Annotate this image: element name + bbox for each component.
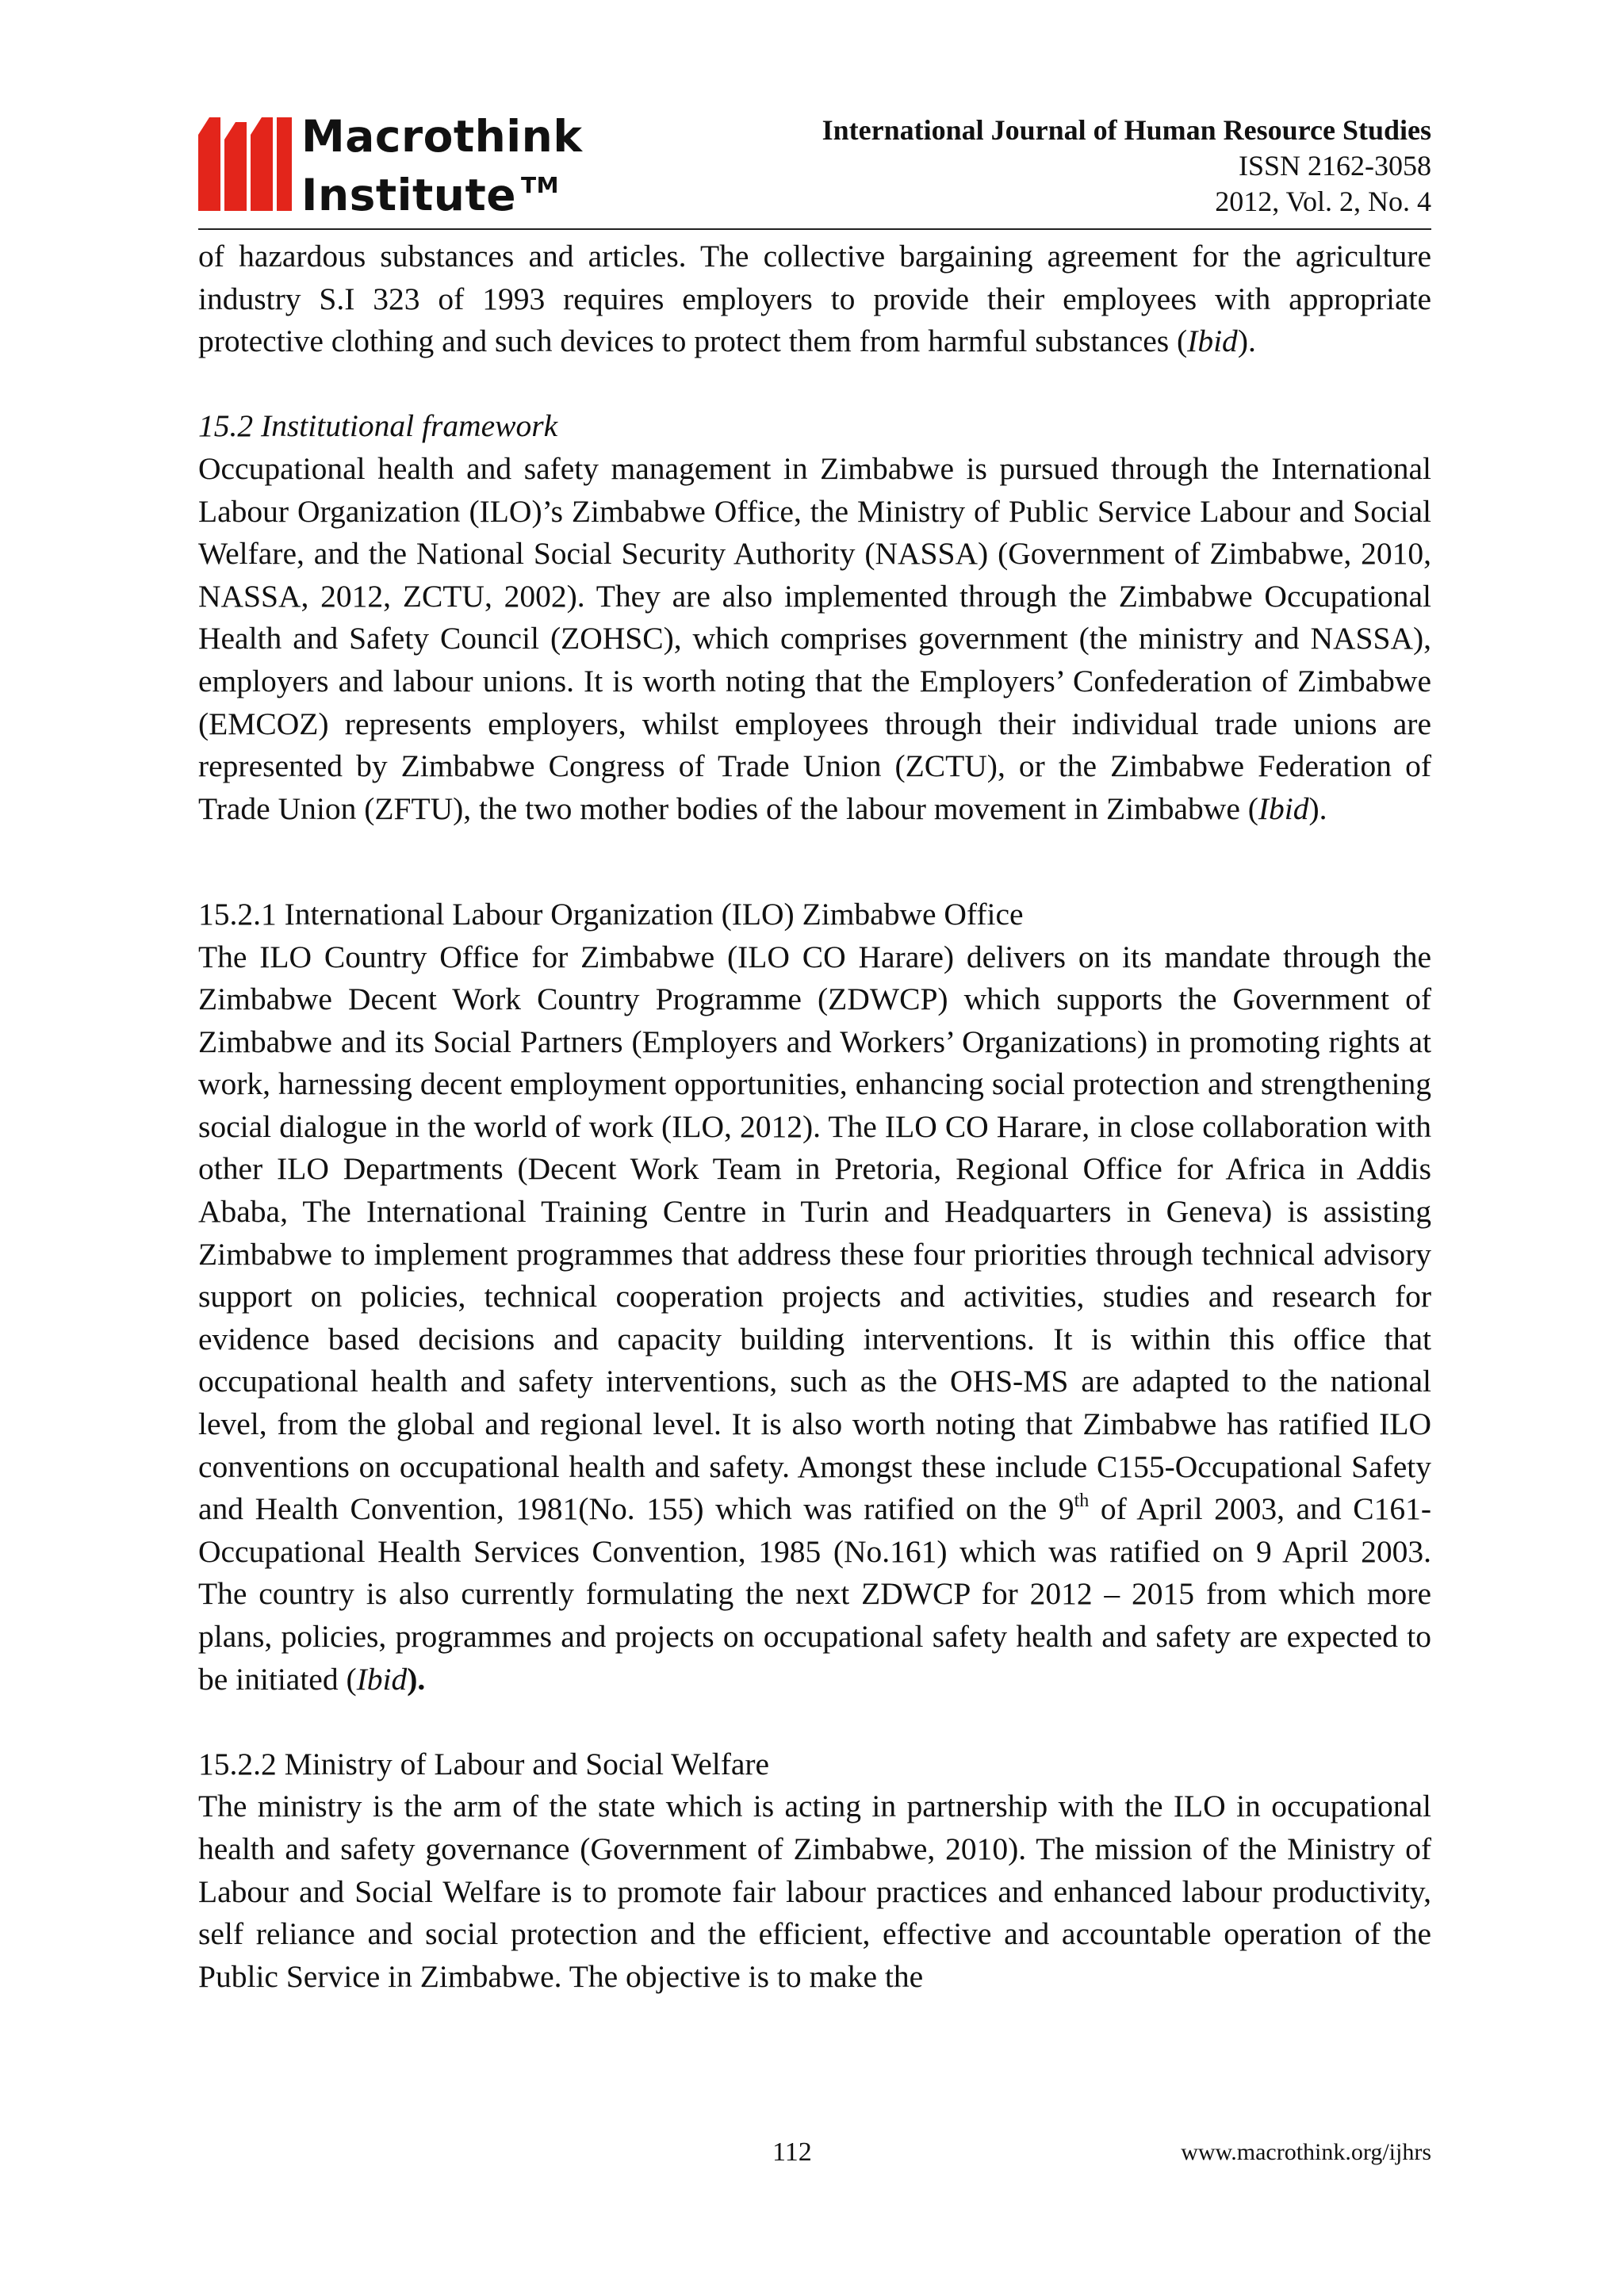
logo-trademark: TM	[521, 172, 560, 198]
paragraph-text: Occupational health and safety management in Zimbabwe is pursued through the International Labour Organization (ILO)’s Zimbabwe Office, the Ministry of Public Service Labour and Social Welfare, and the National Social Security Authority (NASSA) (Government of Zimbabwe, 2010, NASSA, 2012, ZCTU, 2002). They are also implemented through the Zimbabwe Occupational Health and Safety Council (ZOHSC), which comprises government (the ministry and NASSA), employers and labour unions. It is worth noting that the Employers’ Confederation of Zimbabwe (EMCOZ) represents employers, whilst employees through their individual trade unions are represented by Zimbabwe Congress of Trade Union (ZCTU), or the Zimbabwe Federation of Trade Union (ZFTU), the two mother bodies of the labour movement in Zimbabwe (	[198, 450, 1431, 826]
paragraph-text: The ILO Country Office for Zimbabwe (ILO CO Harare) delivers on its mandate through the Zimbabwe Decent Work Country Programme (ZDWCP) which supports the Government of Zimbabwe and its Social Partners (Employers and Workers’ Organizations) in promoting rights at work, harnessing decent employment opportunities, enhancing social protection and strengthening social dialogue in the world of work (ILO, 2012). The ILO CO Harare, in close collaboration with other ILO Departments (Decent Work Team in Pretoria, Regional Office for Africa in Addis Ababa, The International Training Centre in Turin and Headquarters in Geneva) is assisting Zimbabwe to implement programmes that address these four priorities through technical advisory support on policies, technical cooperation projects and activities, studies and research for evidence based decisions and capacity building interventions. It is within this office that occupational health and safety interventions, such as the OHS-MS are adapted to the national level, from the global and regional level. It is also worth noting that Zimbabwe has ratified ILO conventions on occupational health and safety. Amongst these include C155-Occupational Safety and Health Convention, 1981(No. 155) which was ratified on the 9	[198, 939, 1431, 1527]
journal-info	[822, 113, 1431, 220]
paragraph-end: ).	[1237, 323, 1256, 359]
paragraph-continued	[198, 235, 1431, 363]
page-header	[198, 113, 1431, 230]
superscript-th: th	[1074, 1490, 1090, 1512]
header-divider	[198, 228, 1431, 230]
section-heading-15-2-1: 15.2.1 International Labour Organization (ILO) Zimbabwe Office	[198, 896, 1024, 932]
section-heading-15-2-2: 15.2.2 Ministry of Labour and Social Welfare	[198, 1746, 770, 1781]
logo-line-1: Macrothink	[301, 111, 583, 162]
logo-wordmark	[301, 113, 582, 220]
journal-url[interactable]: www.macrothink.org/ijhrs	[1181, 2139, 1431, 2165]
paragraph-institutional-framework	[198, 448, 1431, 830]
paragraph-text-continued: of April 2003, and C161-Occupational Health Services Convention, 1985 (No.161) which was ratified on 9 April 2003. The country is also currently formulating the next ZDWCP for 2012 – 2015 from which more plans, policies, programmes and projects on occupational safety health and safety are expected to be initiated (	[198, 1491, 1431, 1697]
paragraph-end: ).	[1308, 790, 1327, 826]
paragraph-ministry: The ministry is the arm of the state which is acting in partnership with the ILO in occupational health and safety governance (Government of Zimbabwe, 2010). The mission of the Ministry of Labour and Social Welfare is to promote fair labour practices and enhanced labour productivity, self reliance and social protection and the efficient, effective and accountable operation of the Public Service in Zimbabwe. The objective is to make the	[198, 1789, 1431, 1994]
article-body	[198, 235, 1431, 1998]
journal-title: International Journal of Human Resource Studies	[822, 114, 1431, 146]
section-heading-15-2: 15.2 Institutional framework	[198, 408, 558, 444]
citation-ibid: Ibid	[356, 1661, 408, 1697]
macrothink-logo-mark-icon	[198, 117, 292, 211]
journal-volume: 2012, Vol. 2, No. 4	[1215, 186, 1431, 217]
journal-issn: ISSN 2162-3058	[1238, 150, 1431, 182]
paragraph-end: ).	[407, 1661, 426, 1697]
citation-ibid: Ibid	[1187, 323, 1238, 359]
citation-ibid: Ibid	[1258, 790, 1309, 826]
paragraph-text: of hazardous substances and articles. The collective bargaining agreement for the agriculture industry S.I 323 of 1993 requires employers to provide their employees with appropriate protective clothing and such devices to protect them from harmful substances (	[198, 239, 1431, 359]
paragraph-ilo-office	[198, 936, 1431, 1701]
macrothink-logo	[198, 111, 642, 220]
logo-line-2: Institute	[301, 170, 517, 220]
page-number: 112	[772, 2137, 812, 2167]
